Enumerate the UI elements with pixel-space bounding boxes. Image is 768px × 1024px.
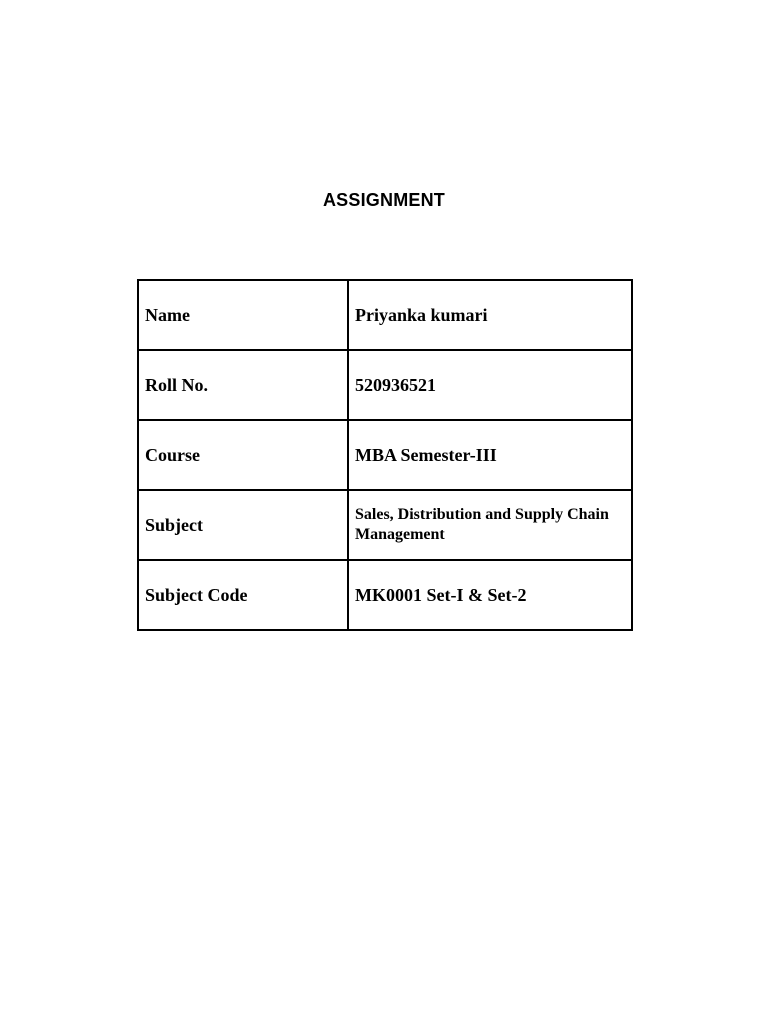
table-row — [138, 490, 632, 560]
subject-value: Sales, Distribution and Supply Chain Management — [348, 490, 632, 560]
assignment-info-table — [137, 279, 633, 631]
subject-label: Subject — [138, 490, 348, 560]
course-label: Course — [138, 420, 348, 490]
table-row — [138, 560, 632, 630]
name-value: Priyanka kumari — [348, 280, 632, 350]
name-label: Name — [138, 280, 348, 350]
table-row — [138, 420, 632, 490]
subject-code-value: MK0001 Set-I & Set-2 — [348, 560, 632, 630]
table-row — [138, 280, 632, 350]
table-row — [138, 350, 632, 420]
roll-no-label: Roll No. — [138, 350, 348, 420]
page-title: ASSIGNMENT — [322, 190, 445, 210]
subject-code-label: Subject Code — [138, 560, 348, 630]
roll-no-value: 520936521 — [348, 350, 632, 420]
course-value: MBA Semester-III — [348, 420, 632, 490]
